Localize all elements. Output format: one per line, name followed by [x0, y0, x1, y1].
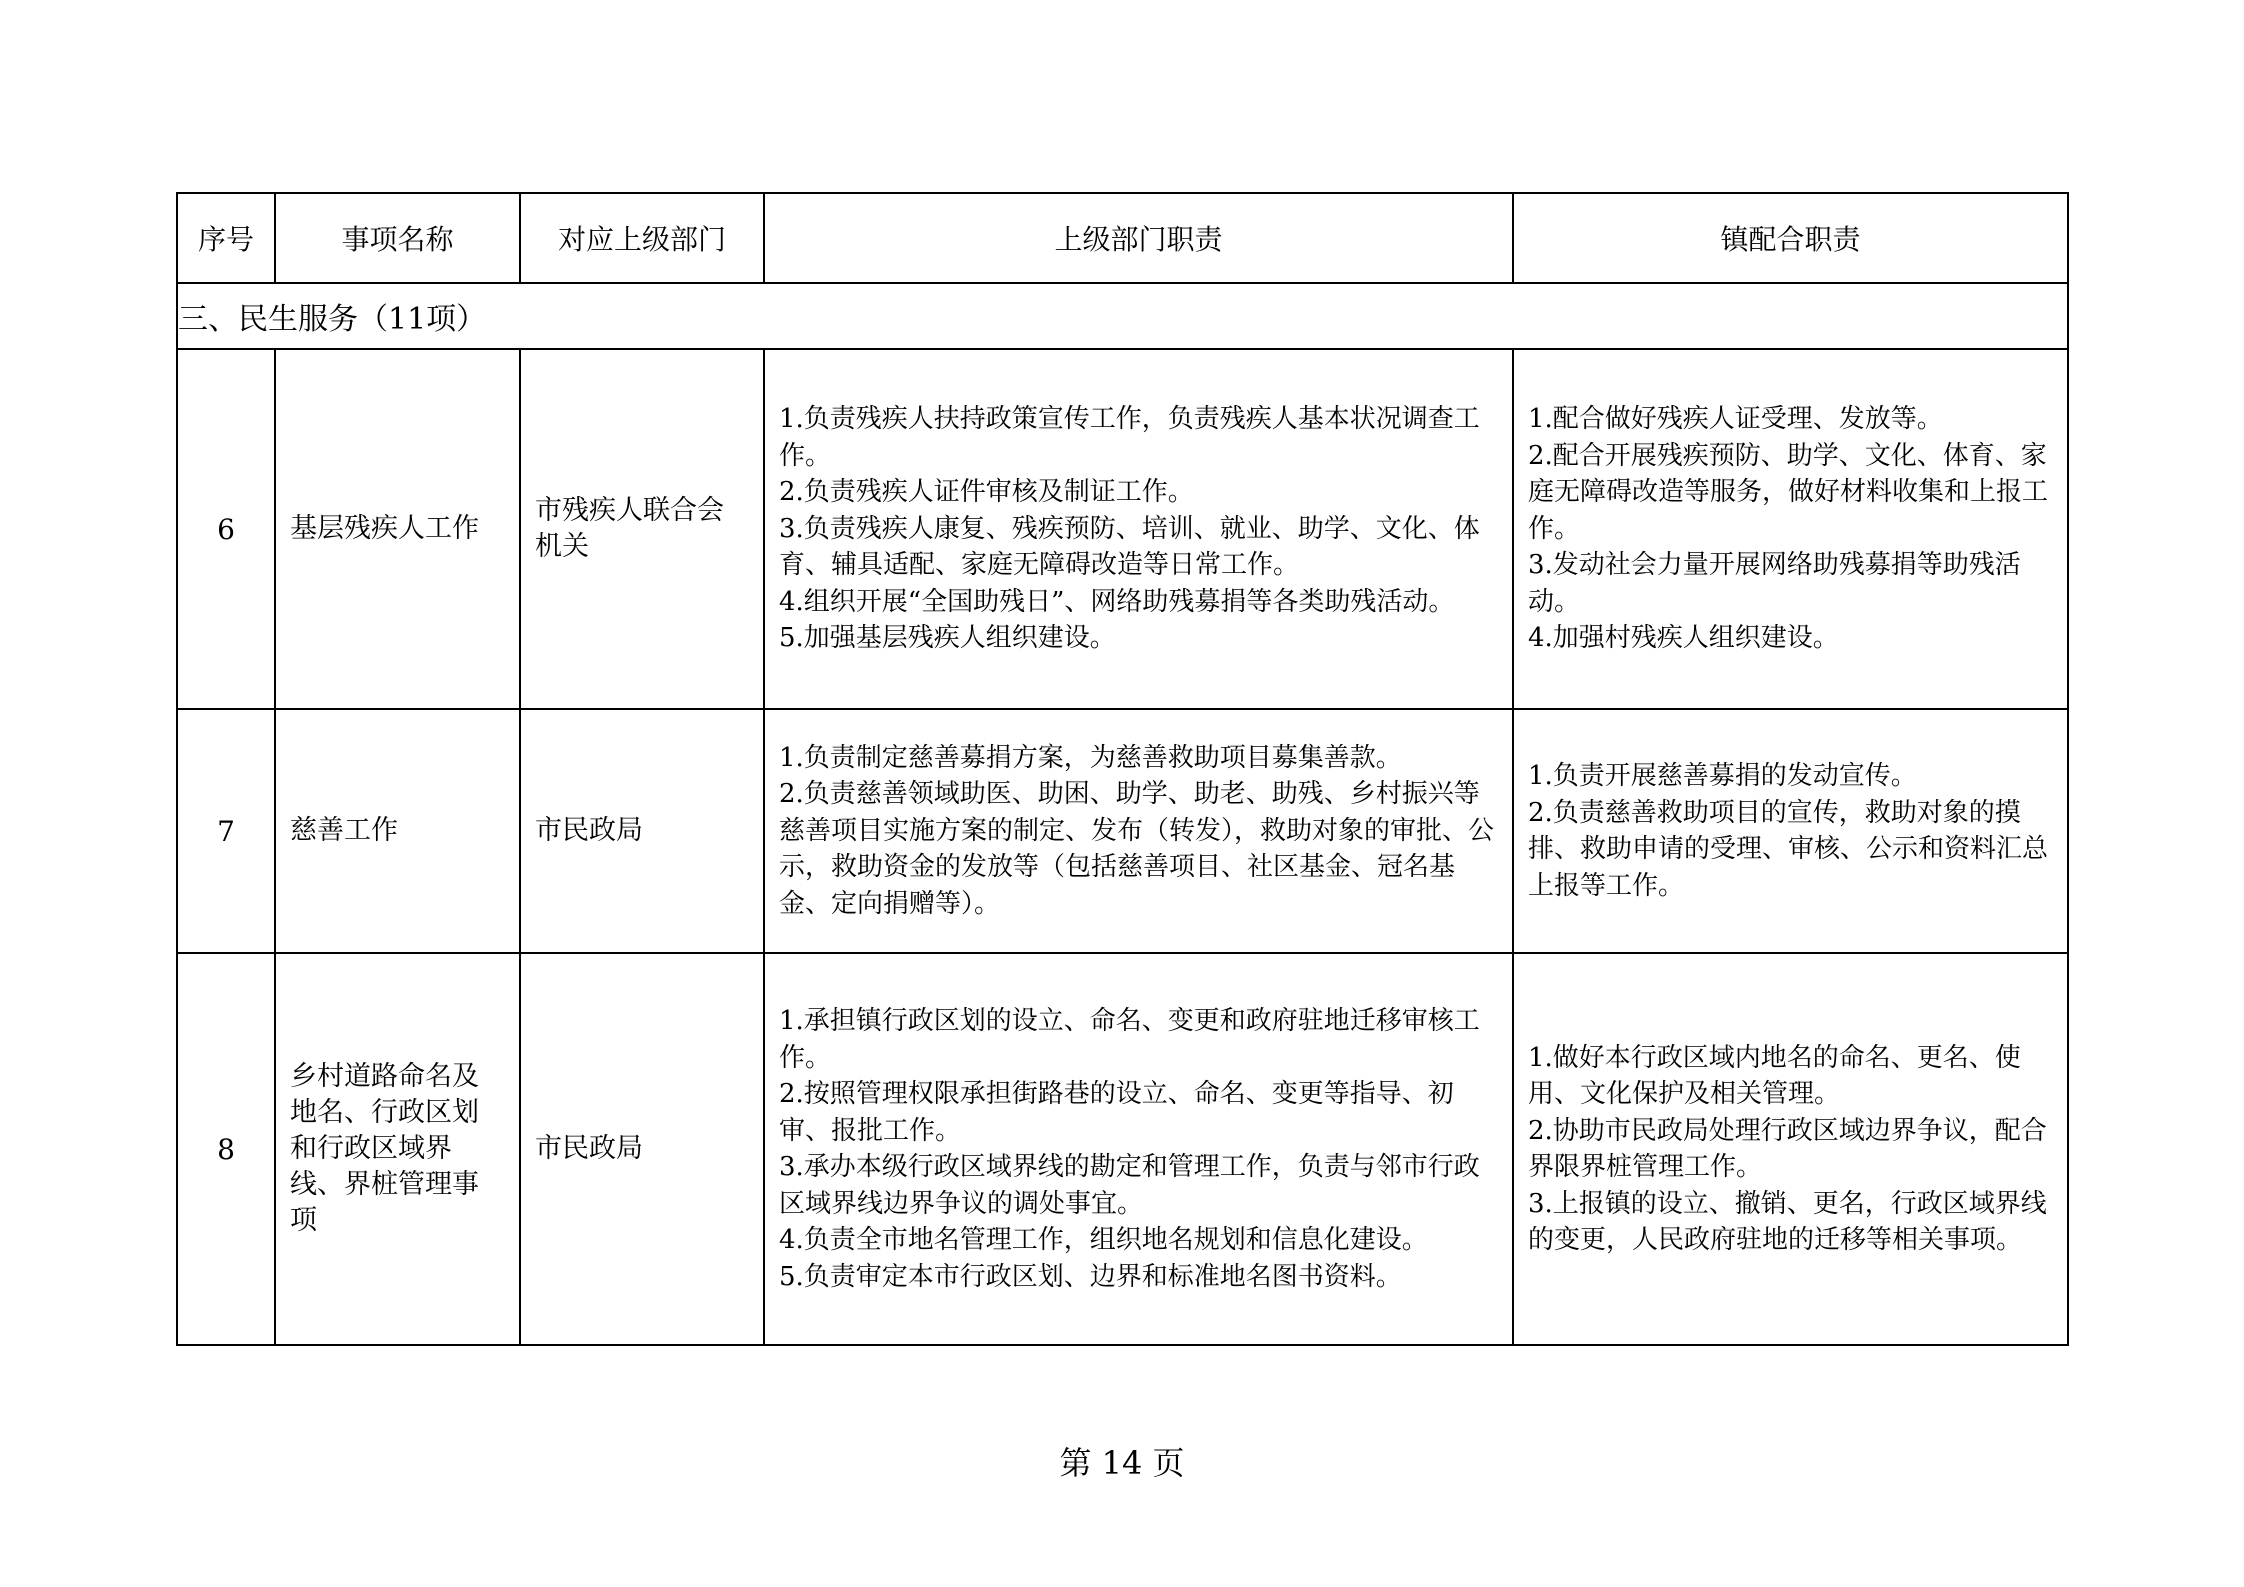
row-department: 市民政局: [520, 953, 764, 1345]
table-row: [177, 349, 2068, 709]
duty-line: 4.加强村残疾人组织建设。: [1528, 623, 1839, 654]
row-town-duties: [1513, 349, 2068, 709]
row-town-duties: [1513, 953, 2068, 1345]
row-item-name: 慈善工作: [275, 709, 520, 953]
duty-line: 2.负责残疾人证件审核及制证工作。: [779, 477, 1194, 508]
header-item-name: 事项名称: [275, 193, 520, 283]
duty-line: 2.按照管理权限承担街路巷的设立、命名、变更等指导、初审、报批工作。: [779, 1079, 1454, 1146]
duty-line: 4.组织开展“全国助残日”、网络助残募捐等各类助残活动。: [779, 586, 1455, 617]
duty-line: 2.协助市民政局处理行政区域边界争议，配合界限界桩管理工作。: [1528, 1115, 2047, 1182]
page-number: 第 14 页: [1059, 1444, 1185, 1482]
duty-line: 5.加强基层残疾人组织建设。: [779, 623, 1116, 654]
duty-line: 3.发动社会力量开展网络助残募捐等助残活动。: [1528, 550, 2021, 617]
duty-line: 1.负责制定慈善募捐方案，为慈善救助项目募集善款。: [779, 742, 1402, 773]
duty-line: 5.负责审定本市行政区划、边界和标准地名图书资料。: [779, 1261, 1402, 1292]
table-row: [177, 709, 2068, 953]
table-header-row: [177, 193, 2068, 283]
row-item-name: 乡村道路命名及地名、行政区划和行政区域界线、界桩管理事项: [275, 953, 520, 1345]
duty-line: 3.负责残疾人康复、残疾预防、培训、就业、助学、文化、体育、辅具适配、家庭无障碍改造等日常工作。: [779, 513, 1480, 581]
duty-line: 4.负责全市地名管理工作，组织地名规划和信息化建设。: [779, 1225, 1428, 1255]
duty-table: [176, 192, 2069, 1346]
row-superior-duties: [764, 953, 1513, 1345]
duty-line: 1.做好本行政区域内地名的命名、更名、使用、文化保护及相关管理。: [1528, 1042, 2021, 1109]
row-town-duties: [1513, 709, 2068, 953]
table-row: [177, 953, 2068, 1345]
row-department: 市残疾人联合会机关: [520, 349, 764, 709]
row-item-name: 基层残疾人工作: [275, 349, 520, 709]
section-row: [177, 283, 2068, 349]
row-number: 8: [177, 953, 275, 1345]
row-department: 市民政局: [520, 709, 764, 953]
row-superior-duties: [764, 709, 1513, 953]
duty-line: 1.配合做好残疾人证受理、发放等。: [1528, 404, 1943, 435]
header-number: 序号: [177, 193, 275, 283]
duty-line: 3.上报镇的设立、撤销、更名，行政区域界线的变更，人民政府驻地的迁移等相关事项。: [1528, 1188, 2047, 1255]
header-town-duties: 镇配合职责: [1513, 193, 2068, 283]
section-title: 三、民生服务（11项）: [177, 283, 2068, 349]
header-superior-duties: 上级部门职责: [764, 193, 1513, 283]
row-superior-duties: [764, 349, 1513, 709]
duty-line: 1.负责残疾人扶持政策宣传工作，负责残疾人基本状况调查工作。: [779, 404, 1480, 471]
duty-line: 1.承担镇行政区划的设立、命名、变更和政府驻地迁移审核工作。: [779, 1006, 1480, 1073]
row-number: 7: [177, 709, 275, 953]
header-superior-department: 对应上级部门: [520, 193, 764, 283]
row-number: 6: [177, 349, 275, 709]
duty-line: 2.负责慈善领域助医、助困、助学、助老、助残、乡村振兴等慈善项目实施方案的制定、发布（转发），救助对象的审批、公示，救助资金的发放等（包括慈善项目、社区基金、冠名基金、定向捐赠等）。: [779, 779, 1495, 919]
duty-line: 2.配合开展残疾预防、助学、文化、体育、家庭无障碍改造等服务，做好材料收集和上报工作。: [1528, 440, 2049, 544]
duty-line: 1.负责开展慈善募捐的发动宣传。: [1528, 761, 1917, 791]
duty-line: 3.承办本级行政区域界线的勘定和管理工作，负责与邻市行政区域界线边界争议的调处事宜。: [779, 1152, 1480, 1219]
duty-line: 2.负责慈善救助项目的宣传，救助对象的摸排、救助申请的受理、审核、公示和资料汇总上报等工作。: [1528, 797, 2049, 901]
